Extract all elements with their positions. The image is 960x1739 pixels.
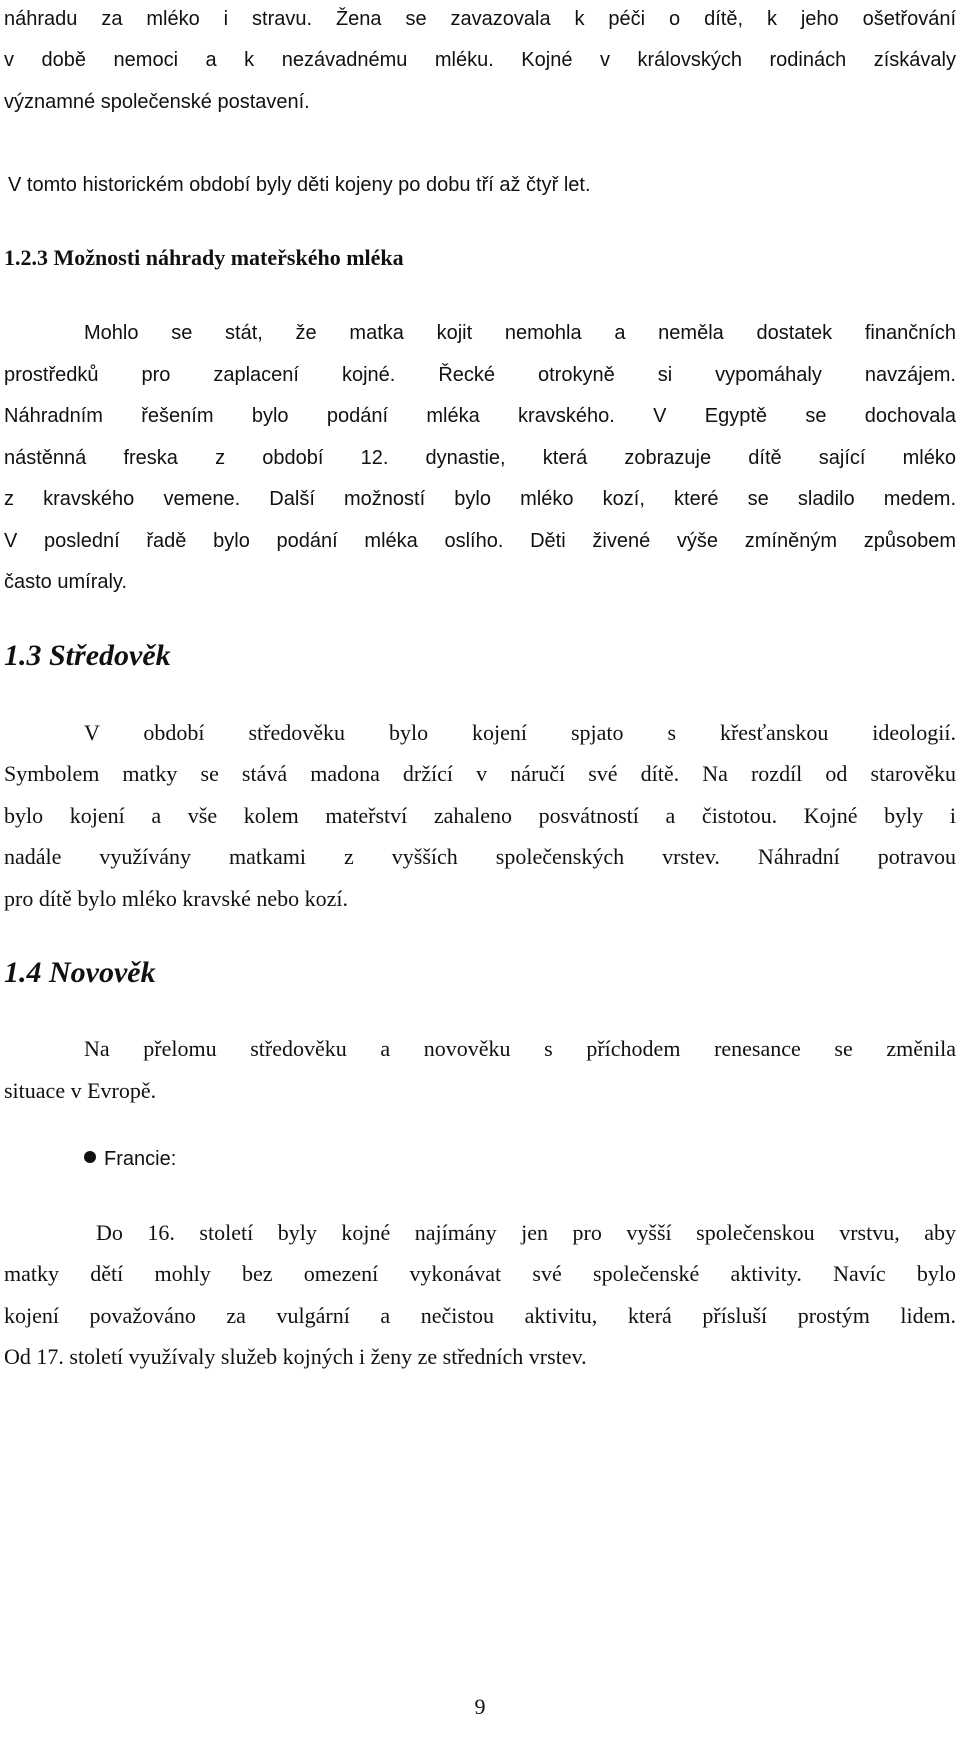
section-1-3-line-2: Symbolem matky se stává madona držící v náručí své dítě. Na rozdíl od starověku [4, 761, 956, 786]
bullet-dot-icon [84, 1151, 96, 1163]
section-1-3-line-1: V období středověku bylo kojení spjato s křesťanskou ideologií. [84, 720, 956, 745]
section-1-3-line-4: nadále využívány matkami z vyšších společenských vrstev. Náhradní potravou [4, 844, 956, 869]
france-line-2: matky dětí mohly bez omezení vykonávat své společenské aktivity. Navíc bylo [4, 1261, 956, 1286]
section-1-2-3-line-2: prostředků pro zaplacení kojné. Řecké otrokyně si vypomáhaly navzájem. [4, 364, 956, 386]
intro-line-1: náhradu za mléko i stravu. Žena se zavazovala k péči o dítě, k jeho ošetřování [4, 8, 956, 30]
section-1-3-title: 1.3 Středověk [4, 639, 171, 672]
section-1-3-line-3: bylo kojení a vše kolem mateřství zahaleno posvátností a čistotou. Kojné byly i [4, 803, 956, 828]
section-1-4-line-1: Na přelomu středověku a novověku s příchodem renesance se změnila [84, 1036, 956, 1061]
section-1-2-3-title: 1.2.3 Možnosti náhrady mateřského mléka [4, 245, 404, 270]
intro-line-2: v době nemoci a k nezávadnému mléku. Kojné v královských rodinách získávaly [4, 49, 956, 71]
section-1-2-3-line-1: Mohlo se stát, že matka kojit nemohla a neměla dostatek finančních [84, 322, 956, 344]
france-line-4: Od 17. století využívaly služeb kojných i ženy ze středních vrstev. [4, 1344, 587, 1369]
section-1-2-3-line-4: nástěnná freska z období 12. dynastie, která zobrazuje dítě sající mléko [4, 447, 956, 469]
page-number: 9 [474, 1694, 486, 1719]
section-1-2-3-line-7: často umíraly. [4, 571, 127, 593]
bullet-item-francie [84, 1145, 176, 1173]
intro-line-3: významné společenské postavení. [4, 91, 310, 113]
section-1-4-line-2: situace v Evropě. [4, 1078, 157, 1103]
france-line-3: kojení považováno za vulgární a nečistou aktivitu, která přísluší prostým lidem. [4, 1303, 956, 1328]
bullet-label: Francie: [104, 1148, 177, 1170]
section-1-2-3-line-5: z kravského vemene. Další možností bylo mléko kozí, které se sladilo medem. [4, 488, 956, 510]
france-line-1: Do 16. století byly kojné najímány jen pro vyšší společenskou vrstvu, aby [96, 1220, 956, 1245]
section-1-2-3-line-6: V poslední řadě bylo podání mléka oslího. Děti živené výše zmíněným způsobem [4, 530, 956, 552]
section-1-2-3-line-3: Náhradním řešením bylo podání mléka kravského. V Egyptě se dochovala [4, 405, 956, 427]
section-1-4-title: 1.4 Novověk [4, 956, 156, 989]
intro-summary: V tomto historickém období byly děti kojeny po dobu tří až čtyř let. [8, 174, 591, 196]
section-1-3-line-5: pro dítě bylo mléko kravské nebo kozí. [4, 886, 348, 911]
